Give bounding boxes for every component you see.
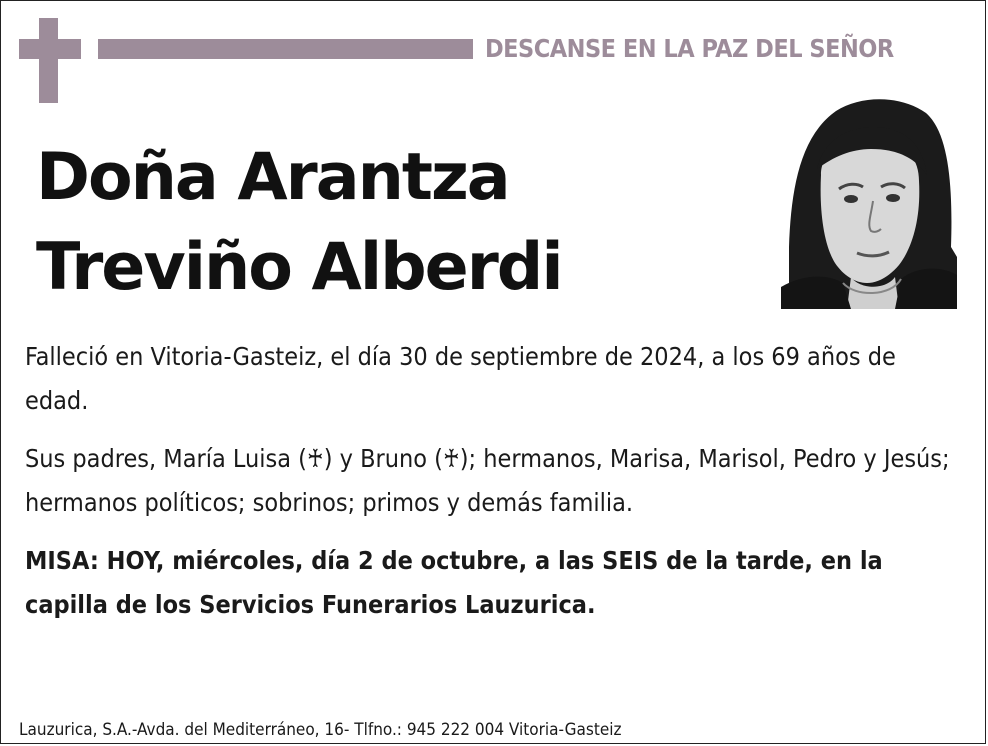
- funeral-home-footer: Lauzurica, S.A.-Avda. del Mediterráneo, 16- Tlfno.: 945 222 004 Vitoria-Gasteiz: [19, 720, 622, 740]
- death-notice-paragraph: Falleció en Vitoria-Gasteiz, el día 30 de septiembre de 2024, a los 69 años de edad.: [25, 342, 896, 415]
- header-divider-bar: [98, 39, 473, 59]
- family-paragraph: Sus padres, María Luisa (♰) y Bruno (♰); hermanos, Marisa, Marisol, Pedro y Jesús; hermanos políticos; sobrinos; primos y demás familia.: [25, 444, 950, 517]
- portrait-illustration: [781, 97, 957, 309]
- mass-paragraph: MISA: HOY, miércoles, día 2 de octubre, a las SEIS de la tarde, en la capilla de los Servicios Funerarios Lauzurica.: [25, 546, 883, 619]
- portrait-photo: [781, 97, 957, 309]
- deceased-name-line2: Treviño Alberdi: [36, 230, 562, 305]
- latin-cross-icon: [19, 18, 83, 103]
- obituary-body: [25, 335, 960, 641]
- deceased-name-line1: Doña Arantza: [36, 140, 509, 215]
- header-tagline: DESCANSE EN LA PAZ DEL SEÑOR: [485, 34, 894, 63]
- deceased-name: [36, 133, 756, 313]
